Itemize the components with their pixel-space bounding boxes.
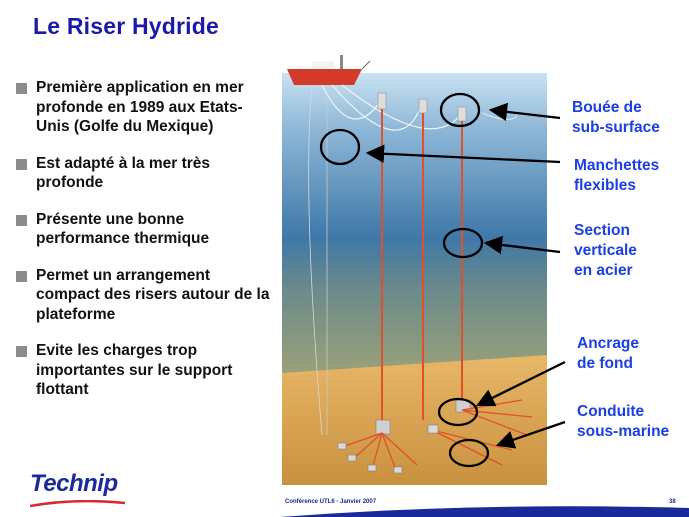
- bullet-text: Evite les charges trop importantes sur le support flottant: [36, 342, 233, 398]
- arrow-line: [498, 422, 565, 445]
- label-buoy: Bouée de sub-surface: [572, 99, 660, 136]
- label-jumpers: Manchettes flexibles: [574, 157, 660, 194]
- bullet-text: Permet un arrangement compact des risers autour de la plateforme: [36, 266, 270, 323]
- page-number: 38: [669, 499, 676, 505]
- bottom-decoration: [0, 506, 689, 517]
- arrow-line: [486, 243, 560, 252]
- label-section: Section verticale en acier: [574, 222, 637, 279]
- arrow-line: [478, 362, 565, 405]
- bullet-text: Est adapté à la mer très profonde: [36, 154, 211, 191]
- label-anchor: Ancrage de fond: [577, 335, 640, 372]
- arrow-line: [368, 153, 560, 162]
- bullet-text: Présente une bonne performance thermique: [36, 210, 210, 247]
- footer-text: Conférence UTL6 - Janvier 2007: [285, 499, 377, 505]
- label-flowline: Conduite sous-marine: [577, 403, 670, 440]
- technip-logo: Technip: [30, 470, 118, 497]
- arrow-line: [491, 110, 560, 118]
- bullet-text: Première application en mer profonde en 1989 aux Etats-Unis (Golfe du Mexique): [36, 79, 244, 135]
- slide-title: Le Riser Hydride: [33, 13, 219, 39]
